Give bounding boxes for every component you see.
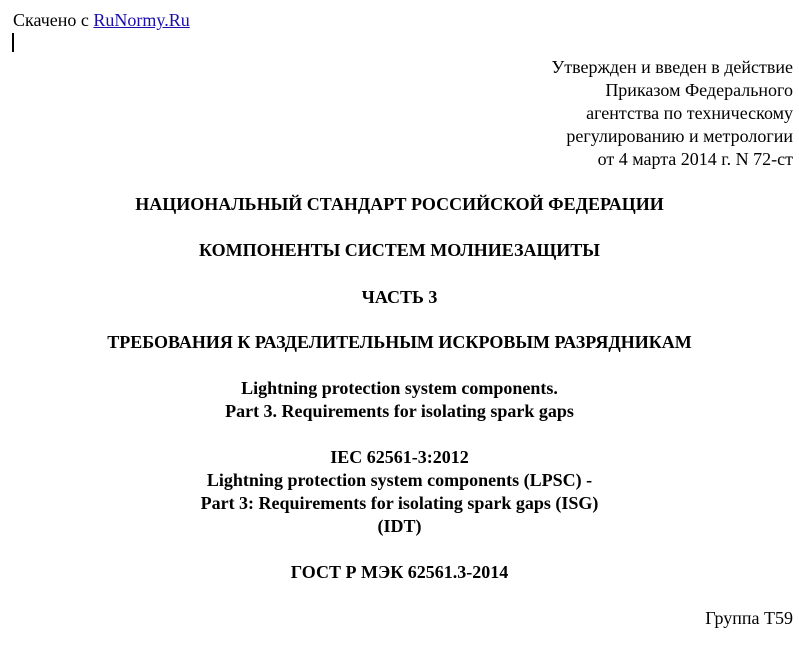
text-cursor (12, 33, 14, 52)
iec-title-line: Part 3: Requirements for isolating spark gaps (ISG) (200, 493, 599, 513)
source-line (13, 9, 190, 31)
gost-designation: ГОСТ Р МЭК 62561.3-2014 (290, 562, 509, 582)
approval-line: агентства по техническому (586, 103, 793, 123)
source-link[interactable]: RuNormy.Ru (93, 10, 190, 30)
approval-line: Утвержден и введен в действие (551, 57, 793, 77)
standard-type-heading: НАЦИОНАЛЬНЫЙ СТАНДАРТ РОССИЙСКОЙ ФЕДЕРАЦИИ (135, 194, 664, 214)
iec-reference (0, 446, 799, 538)
approval-line: Приказом Федерального (605, 80, 793, 100)
document-subtitle: ТРЕБОВАНИЯ К РАЗДЕЛИТЕЛЬНЫМ ИСКРОВЫМ РАЗРЯДНИКАМ (107, 332, 692, 352)
iec-idt: (IDT) (377, 516, 422, 536)
approval-line: от 4 марта 2014 г. N 72-ст (597, 149, 793, 169)
english-title-line: Lightning protection system components. (241, 378, 558, 398)
english-title (0, 377, 799, 423)
source-prefix: Скачено с (13, 10, 89, 30)
approval-block (551, 56, 793, 171)
document-title: КОМПОНЕНТЫ СИСТЕМ МОЛНИЕЗАЩИТЫ (199, 240, 600, 260)
classification-group: Группа Т59 (705, 608, 793, 628)
part-heading: ЧАСТЬ 3 (361, 287, 438, 307)
iec-title-line: Lightning protection system components (LPSC) - (206, 470, 593, 490)
iec-code: IEC 62561-3:2012 (330, 447, 469, 467)
english-title-line: Part 3. Requirements for isolating spark gaps (225, 401, 574, 421)
approval-line: регулированию и метрологии (566, 126, 793, 146)
